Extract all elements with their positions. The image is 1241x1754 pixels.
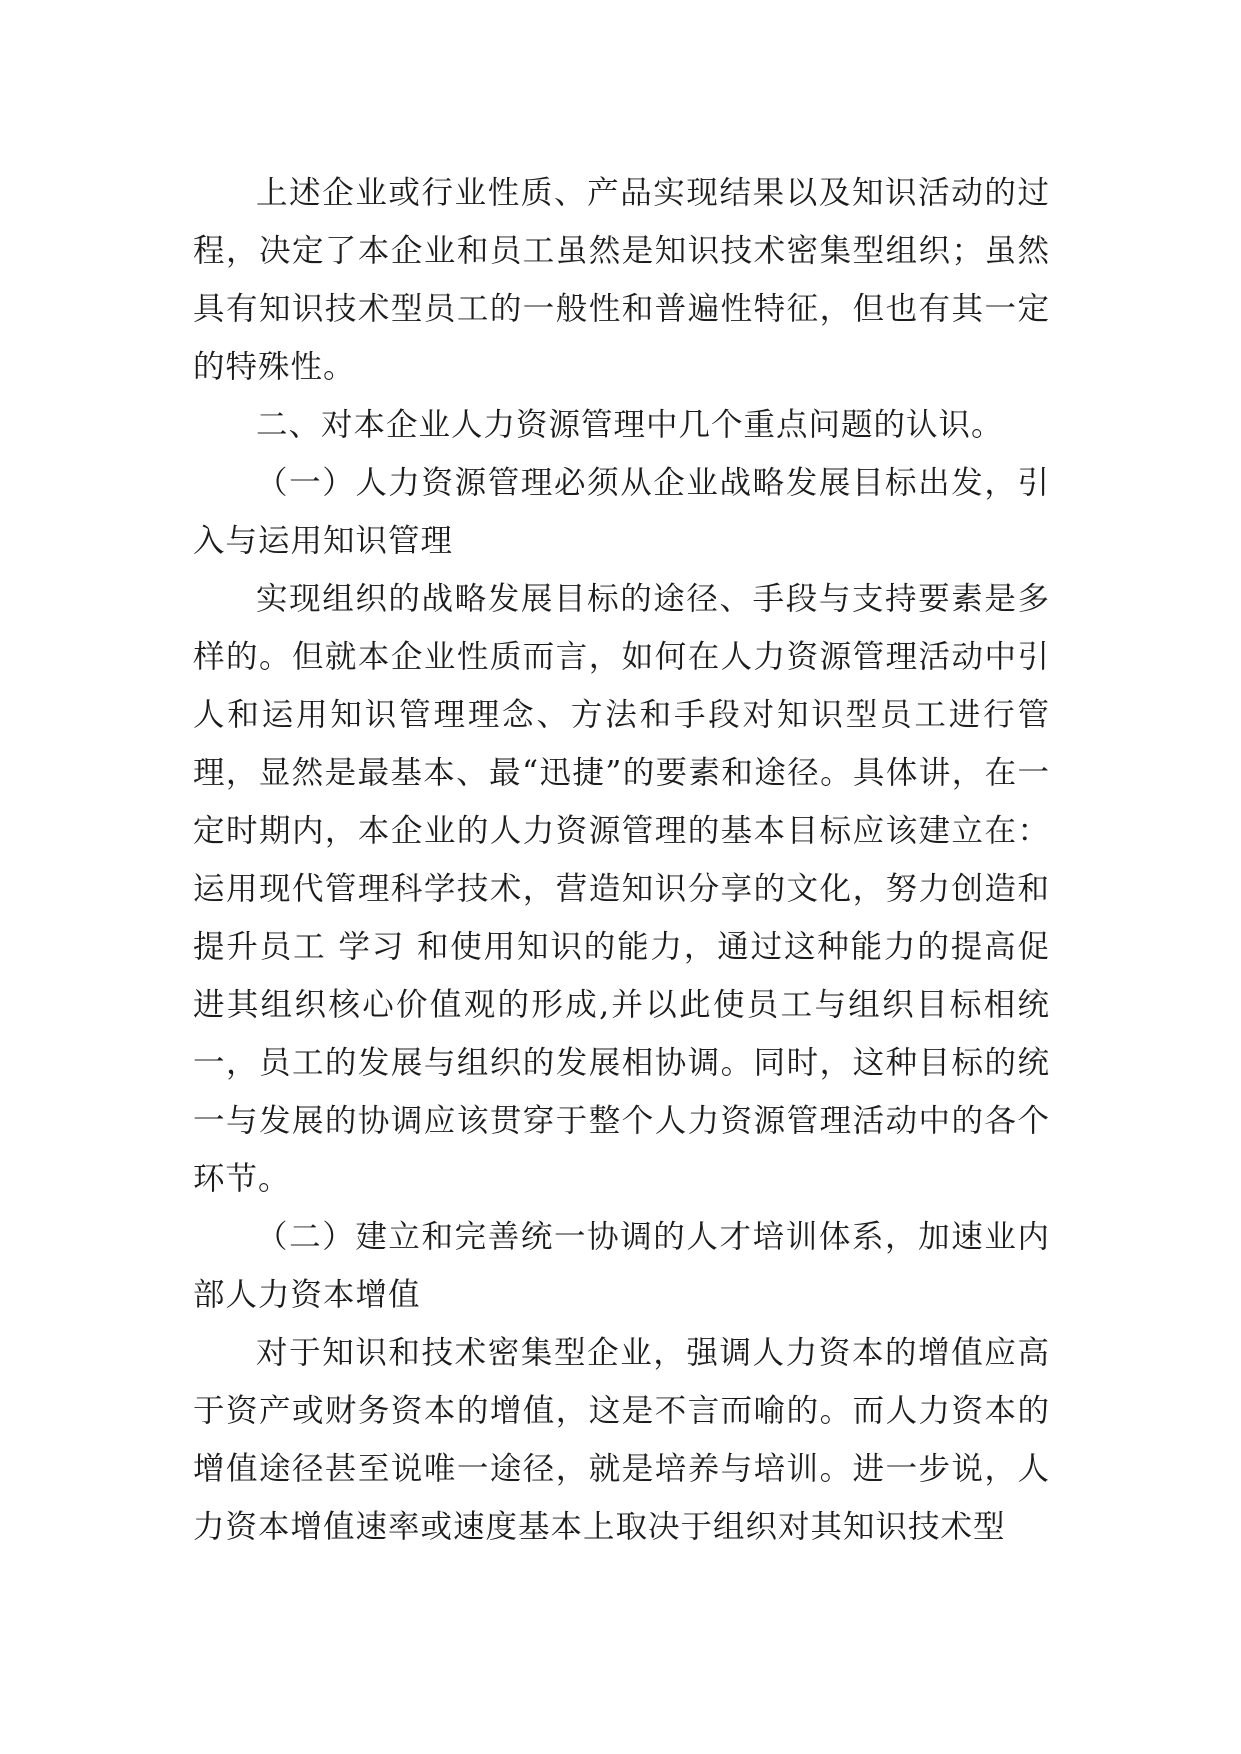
paragraph-strategic-goals: 实现组织的战略发展目标的途径、手段与支持要素是多样的。但就本企业性质而言，如何在人力资源管理活动中引人和运用知识管理理念、方法和手段对知识型员工进行管理，显然是最基本、最“迅捷”的要素和途径。具体讲，在一定时期内，本企业的人力资源管理的基本目标应该建立在：运用现代管理科学技术，营造知识分享的文化，努力创造和提升员工 学习 和使用知识的能力，通过这种能力的提高促进其组织核心价值观的形成,并以此使员工与组织目标相统一，员工的发展与组织的发展相协调。同时，这种目标的统一与发展的协调应该贯穿于整个人力资源管理活动中的各个环节。 xyxy=(193,581,1050,1197)
document-body xyxy=(193,164,1050,1556)
subsection-heading-1: （一）人力资源管理必须从企业战略发展目标出发，引入与运用知识管理 xyxy=(193,465,1050,559)
section-heading-2: 二、对本企业人力资源管理中几个重点问题的认识。 xyxy=(256,407,1004,443)
paragraph-human-capital: 对于知识和技术密集型企业，强调人力资本的增值应高于资产或财务资本的增值，这是不言而喻的。而人力资本的增值途径甚至说唯一途径，就是培养与培训。进一步说，人力资本增值速率或速度基本上取决于组织对其知识技术型 xyxy=(193,1335,1050,1545)
paragraph-enterprise-nature: 上述企业或行业性质、产品实现结果以及知识活动的过程，决定了本企业和员工虽然是知识技术密集型组织；虽然具有知识技术型员工的一般性和普遍性特征，但也有其一定的特殊性。 xyxy=(193,175,1050,385)
subsection-heading-2: （二）建立和完善统一协调的人才培训体系，加速业内部人力资本增值 xyxy=(193,1219,1050,1313)
